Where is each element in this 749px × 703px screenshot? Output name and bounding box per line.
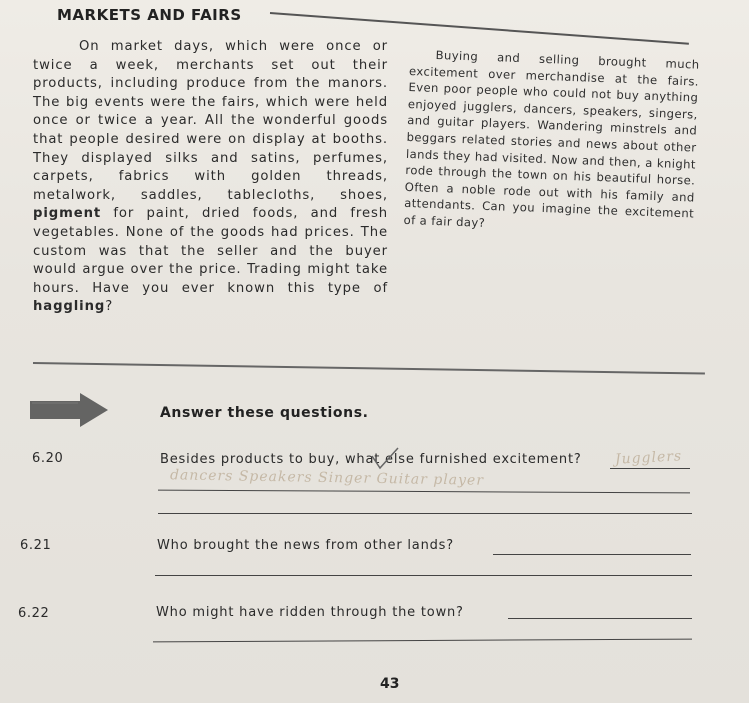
page-number: 43 [380, 676, 400, 692]
question-number: 6.22 [18, 606, 50, 621]
answer-line[interactable] [158, 490, 690, 494]
left-paragraph [33, 38, 388, 317]
right-column [403, 46, 699, 239]
arrow-icon [30, 393, 108, 427]
left-text-2: for paint, dried foods, and fresh vegetables. None of the goods had prices. The custom was that the seller and the buyer would argue over the price. Trading might take hours. Have you ever known this type of [33, 206, 388, 296]
answer-line[interactable] [153, 639, 692, 643]
question-text: Who brought the news from other lands? [157, 538, 454, 553]
section-divider [33, 362, 705, 375]
answer-line[interactable] [508, 618, 692, 619]
question-number: 6.20 [32, 451, 64, 466]
question-text: Who might have ridden through the town? [156, 605, 464, 620]
checkmark-icon [370, 446, 400, 470]
left-text-3: ? [105, 299, 114, 315]
right-paragraph: Buying and selling brought much excitement over merchandise at the fairs. Even poor people who could not buy anything enjoyed jugglers, dancers, speakers, singers, and guitar players. Wandering minstrels and beggars related stories and news about other lands they had visited. Now and then, a knight rode through the town on his beautiful horse. Often a noble rode out with his family and attendants. Can you imagine the excitement of a fair day? [403, 47, 700, 230]
section-heading: MARKETS AND FAIRS [57, 6, 242, 24]
handwritten-answer: dancers Speakers Singer Guitar player [169, 467, 485, 489]
answer-heading: Answer these questions. [160, 405, 369, 421]
answer-line[interactable] [610, 468, 690, 469]
answer-line[interactable] [158, 513, 692, 514]
answer-line[interactable] [493, 554, 691, 555]
left-column [33, 38, 388, 317]
answer-line[interactable] [155, 575, 692, 576]
left-text-1: On market days, which were once or twice a week, merchants set out their products, including produce from the manors. The big events were the fairs, which were held once or twice a year. All the wonderful goods that people desired were on display at booths. They displayed silks and satins, perfumes, carpets, fabrics with golden threads, metalwork, saddles, tablecloths, shoes, [33, 39, 388, 203]
handwritten-answer: Jugglers [614, 448, 683, 468]
question-number: 6.21 [20, 538, 52, 553]
bold-term-haggling: haggling [33, 299, 106, 315]
question-text: Besides products to buy, what else furnished excitement? [160, 452, 582, 467]
bold-term-pigment: pigment [33, 206, 102, 222]
